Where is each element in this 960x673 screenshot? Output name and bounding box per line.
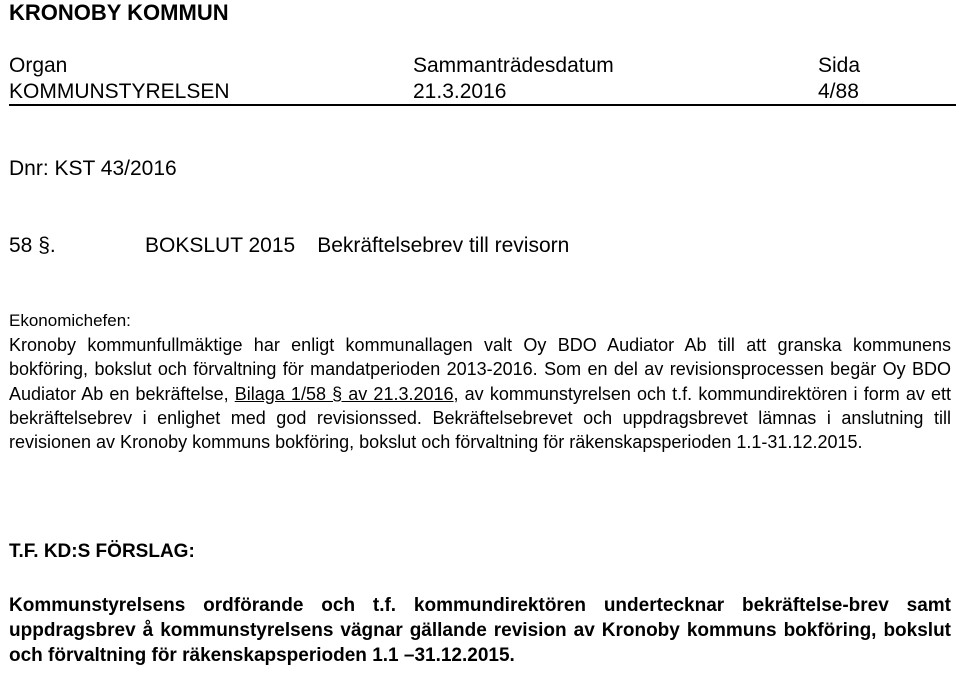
- header-divider: [9, 104, 956, 106]
- organ-value: KOMMUNSTYRELSEN: [9, 80, 230, 103]
- section-heading: [9, 234, 569, 258]
- proposal-label: T.F. KD:S FÖRSLAG:: [9, 541, 195, 562]
- attachment-reference: Bilaga 1/58 § av 21.3.2016: [234, 383, 454, 404]
- proposal-block: [9, 593, 951, 668]
- case-body: [9, 309, 951, 454]
- section-number: 58 §.: [9, 234, 56, 257]
- municipality-name: KRONOBY KOMMUN: [9, 0, 229, 25]
- case-paragraph: [9, 333, 951, 454]
- page-number: 4/88: [818, 80, 859, 103]
- proposal-text: Kommunstyrelsens ordförande och t.f. kommundirektören undertecknar bekräftelse-brev samt uppdragsbrev å kommunstyrelsens vägnar gällande revision av Kronoby kommuns bokföring, bokslut och förvaltning för räkenskapsperioden 1.1 –31.12.2015.: [9, 595, 951, 666]
- meeting-date-value: 21.3.2016: [413, 80, 507, 103]
- body-text-2: , av kommunstyrelsen och t.f. kommundirektören i form av ett bekräftelsebrev i enlighet med god revisionssed. Bekräftelsebrevet och uppdragsbrevet lämnas i anslutning till revisionen av Kronoby kommuns bokföring, bokslut och förvaltning för räkenskapsperioden 1.1-31.12.2015.: [9, 383, 952, 453]
- section-subtitle: Bekräftelsebrev till revisorn: [317, 234, 570, 257]
- body-text-1: Kronoby kommunfullmäktige har enligt kommunallagen valt Oy BDO Audiator Ab till att granska kommunens bokföring, bokslut och förvaltning för mandatperioden 2013-2016. Som en del av revisionsprocessen begär Oy BDO Audiator Ab en bekräftelse,: [9, 335, 951, 404]
- meeting-date-label: Sammanträdesdatum: [413, 54, 614, 77]
- section-title: BOKSLUT 2015: [145, 234, 296, 257]
- organ-label: Organ: [9, 54, 68, 77]
- diary-number: Dnr: KST 43/2016: [9, 157, 177, 180]
- page-label: Sida: [818, 54, 861, 77]
- speaker-label: Ekonomichefen:: [9, 311, 131, 330]
